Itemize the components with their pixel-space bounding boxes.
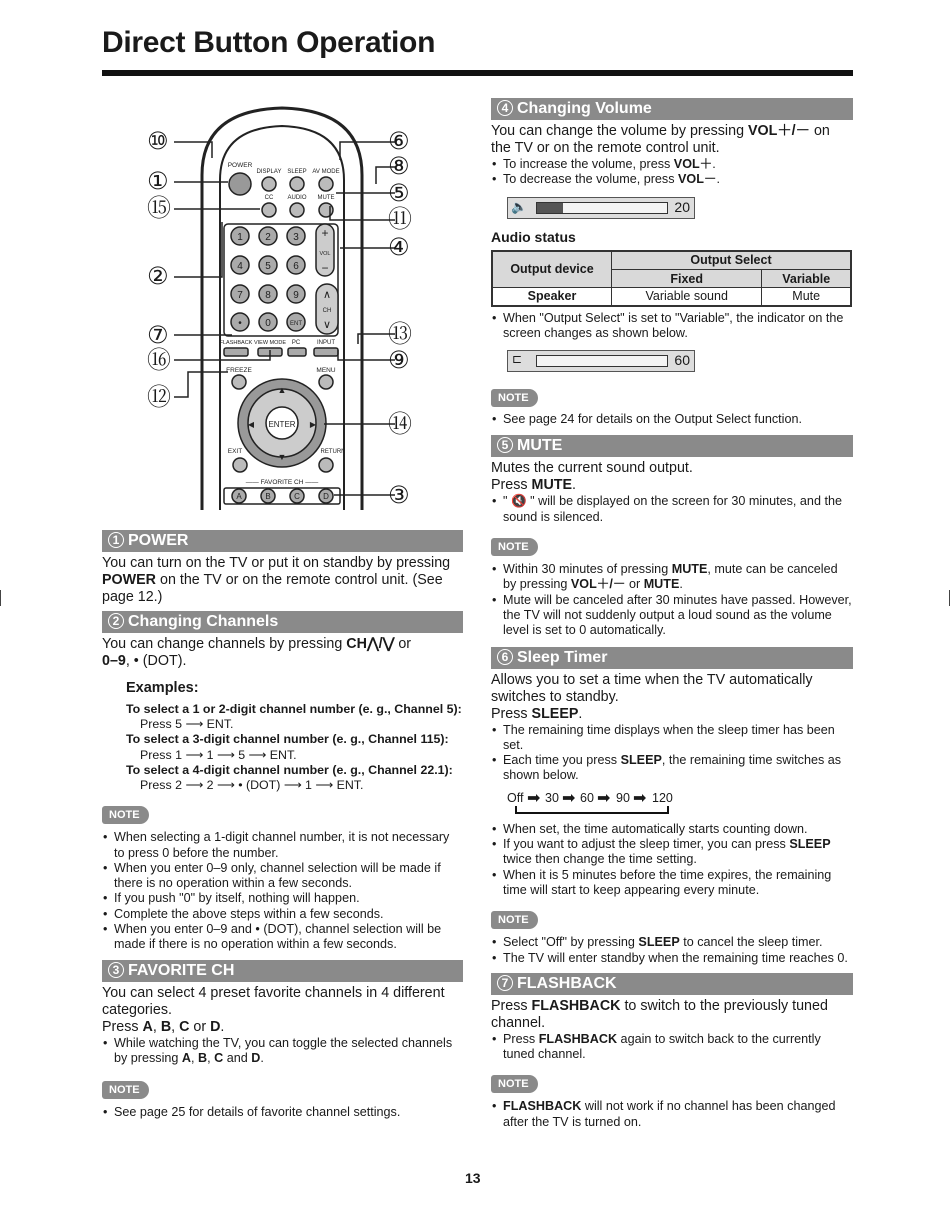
list-item: • " 🔇 " will be displayed on the screen for 30 minutes, and the sound is silenced. [491, 494, 853, 525]
callout-number: ⑩ [147, 127, 169, 155]
pc-button [288, 348, 306, 356]
remote-label: ENT [290, 321, 302, 327]
list-item: • When you enter 0–9 only, channel selection will be made if there is no operation within a few seconds. [102, 861, 463, 892]
remote-label: PC [291, 340, 301, 346]
channels-notes [102, 830, 463, 952]
section-number: 5 [497, 437, 513, 453]
favorite-label: B [265, 492, 271, 501]
callout-number: ⑧ [388, 152, 410, 180]
remote-label: SLEEP [287, 169, 307, 175]
example-item [126, 763, 463, 793]
page-title: Direct Button Operation [102, 26, 436, 59]
section-number: 3 [108, 962, 124, 978]
example-sequence: Press 5 ⟶ ENT. [140, 717, 234, 732]
sleep-bullets-2 [491, 822, 853, 898]
list-item: • When set, the time automatically starts counting down. [491, 822, 853, 837]
input-button [314, 348, 338, 356]
example-item [126, 702, 463, 732]
sequence-item: 30 [545, 790, 559, 805]
remote-label: —— FAVORITE CH —— [245, 479, 319, 486]
example-heading: To select a 1 or 2-digit channel number (e. g., Channel 5): [126, 702, 462, 716]
sequence-item: 60 [580, 790, 594, 805]
channels-body: You can change channels by pressing CH⋀/⋁ or 0–9, • (DOT). [102, 636, 412, 669]
section-title: Sleep Timer [517, 648, 608, 666]
callout-number: ③ [388, 481, 410, 509]
flashback-body: Press FLASHBACK to switch to the previously tuned channel. [491, 997, 828, 1031]
table-cell: Variable sound [612, 288, 762, 306]
remote-label: INPUT [317, 340, 335, 346]
section-title: MUTE [517, 437, 563, 455]
callout-number: ⑦ [147, 321, 169, 349]
arrow-icon: ➡ [633, 789, 647, 807]
sleep-press: Press SLEEP. [491, 705, 583, 722]
exit-button [233, 458, 247, 472]
example-sequence: Press 1 ⟶ 1 ⟶ 5 ⟶ ENT. [140, 747, 297, 762]
favorite-label: C [294, 492, 300, 501]
digit-label: 0 [265, 318, 271, 329]
remote-label: AUDIO [287, 195, 307, 201]
output-icon: ⊏ [512, 352, 523, 367]
remote-label: ◀ [247, 420, 255, 429]
right-column [491, 98, 853, 1130]
section-title: Changing Volume [517, 100, 652, 117]
variable-indicator [507, 350, 695, 372]
list-item: • If you push "0" by itself, nothing will happen. [102, 891, 463, 906]
menu-button [319, 375, 333, 389]
remote-label: EXIT [227, 448, 243, 455]
remote-label: MENU [316, 367, 336, 374]
note-badge: NOTE [491, 911, 538, 929]
return-loop-line [515, 806, 669, 814]
volume-indicator [507, 197, 695, 219]
section-number: 1 [108, 532, 124, 548]
list-item: • To increase the volume, press VOL＋. [491, 157, 853, 172]
sequence-item: 120 [652, 790, 673, 805]
section-mute-header [491, 435, 853, 457]
sleep-sequence [505, 789, 853, 819]
digit-label: 9 [293, 290, 299, 301]
digit-label: 3 [293, 232, 299, 243]
callout-number: ⑬ [388, 320, 412, 348]
sleep-body: Allows you to set a time when the TV automatically switches to standby. [491, 671, 813, 705]
list-item: • See page 24 for details on the Output Select function. [491, 412, 853, 427]
section-power-header [102, 530, 463, 552]
speaker-icon: 🔈 [511, 198, 528, 214]
callout-number: ② [147, 262, 169, 290]
section-volume-header [491, 98, 853, 120]
section-title: POWER [128, 532, 189, 549]
sequence-item: 90 [616, 790, 630, 805]
note-badge: NOTE [491, 538, 538, 556]
callout-number: ⑫ [147, 383, 171, 411]
section-number: 2 [108, 613, 124, 629]
section-title: FLASHBACK [517, 974, 617, 992]
audio-status-title: Audio status [491, 228, 576, 245]
remote-label: MUTE [317, 195, 335, 201]
section-favorite-header [102, 960, 463, 982]
section-number: 4 [497, 100, 513, 116]
table-cell: Speaker [492, 288, 612, 306]
remote-label: ▲ [277, 385, 287, 395]
table-header: Variable [762, 270, 851, 288]
section-title: Changing Channels [128, 613, 279, 630]
list-item: • Complete the above steps within a few seconds. [102, 907, 463, 922]
volume-value: 20 [674, 198, 690, 215]
remote-label: FLASHBACK [219, 340, 253, 346]
digit-label: • [238, 318, 242, 329]
callout-number: ④ [388, 233, 410, 261]
list-item: • Mute will be canceled after 30 minutes have passed. However, the TV will not suddenly output a loud sound as the volume level is set to 0 automatically. [491, 593, 853, 639]
table-header: Output Select [612, 251, 852, 270]
section-number: 7 [497, 975, 513, 991]
page-number: 13 [465, 1170, 481, 1186]
digit-label: 8 [265, 290, 271, 301]
example-heading: To select a 3-digit channel number (e. g., Channel 115): [126, 732, 449, 747]
sleep-bullets-1 [491, 723, 853, 784]
table-cell: Mute [762, 288, 851, 306]
remote-button [319, 203, 333, 217]
title-rule [102, 70, 853, 76]
remote-label: FREEZE [226, 367, 252, 374]
arrow-icon: ➡ [597, 789, 611, 807]
volume-body: You can change the volume by pressing VOL＋/－ on the TV or on the remote control unit. [491, 123, 830, 156]
sequence-item: Off [507, 790, 524, 805]
section-sleep-header [491, 647, 853, 669]
volume-bullets [491, 157, 853, 188]
flashback-bullets [491, 1032, 853, 1063]
callout-number: ⑥ [388, 127, 410, 155]
list-item: • Within 30 minutes of pressing MUTE, mute can be canceled by pressing VOL＋/－ or MUTE. [491, 562, 853, 593]
remote-label: ▼ [277, 452, 287, 462]
example-sequence: Press 2 ⟶ 2 ⟶ • (DOT) ⟶ 1 ⟶ ENT. [140, 778, 364, 793]
digit-label: 4 [237, 261, 243, 272]
table-header: Output device [492, 251, 612, 288]
remote-label: ENTER [268, 420, 296, 429]
callout-number: ⑯ [147, 346, 171, 374]
remote-label: ∨ [322, 319, 332, 331]
note-badge: NOTE [491, 1075, 538, 1093]
mute-bullets [491, 494, 853, 525]
remote-label: RETURN [320, 449, 346, 455]
remote-label: POWER [227, 162, 253, 169]
list-item: • The remaining time displays when the sleep timer has been set. [491, 723, 853, 754]
power-button [229, 173, 251, 195]
remote-button [290, 177, 304, 191]
crop-mark-left [0, 590, 1, 606]
after-table-bullets [491, 311, 853, 342]
digit-label: 2 [265, 232, 271, 243]
list-item: • When you enter 0–9 and • (DOT), channel selection will be made if there is no operation within a few seconds. [102, 922, 463, 953]
mute-body: Mutes the current sound output. [491, 460, 693, 477]
list-item: • Each time you press SLEEP, the remaining time switches as shown below. [491, 753, 853, 784]
section-title: FAVORITE CH [128, 961, 235, 979]
digit-label: 5 [265, 261, 271, 272]
remote-label: AV MODE [312, 169, 340, 175]
section-channels-header [102, 611, 463, 633]
favorite-body: You can select 4 preset favorite channels in 4 different categories. [102, 984, 445, 1018]
remote-button [319, 177, 333, 191]
remote-label: − [321, 261, 329, 275]
digit-label: 6 [293, 261, 299, 272]
remote-label: + [321, 226, 329, 240]
list-item: • Press FLASHBACK again to switch back to the currently tuned channel. [491, 1032, 853, 1063]
arrow-icon: ➡ [527, 789, 541, 807]
remote-label: ▶ [309, 420, 317, 429]
remote-label: VOL [319, 251, 331, 257]
remote-label: DISPLAY [256, 169, 282, 175]
sleep-notes [491, 935, 853, 966]
callout-number: ⑭ [388, 410, 412, 438]
left-column [102, 530, 463, 1120]
remote-label: CH [322, 308, 332, 314]
list-item: • When it is 5 minutes before the time expires, the remaining time will start to keep appearing every minute. [491, 868, 853, 899]
examples-list [126, 702, 463, 793]
volume-notes [491, 412, 853, 427]
callout-number: ⑪ [388, 205, 412, 233]
callout-number: ⑮ [147, 194, 171, 222]
examples-title: Examples: [126, 680, 199, 696]
favorite-label: D [323, 492, 329, 501]
audio-status-table [491, 250, 852, 307]
mute-notes [491, 562, 853, 638]
power-body: You can turn on the TV or put it on standby by pressing POWER on the TV or on the remote control unit. (See page 12.) [102, 555, 451, 605]
list-item: • When "Output Select" is set to "Variable", the indicator on the screen changes as shown below. [491, 311, 853, 342]
example-heading: To select a 4-digit channel number (e. g., Channel 22.1): [126, 762, 453, 777]
callout-number: ⑤ [388, 179, 410, 207]
remote-label: VIEW MODE [253, 340, 287, 346]
section-number: 6 [497, 649, 513, 665]
freeze-button [232, 375, 246, 389]
remote-button [262, 177, 276, 191]
list-item: • To decrease the volume, press VOL－. [491, 172, 853, 187]
list-item: • See page 25 for details of favorite channel settings. [102, 1105, 463, 1120]
digit-label: 1 [237, 232, 243, 243]
remote-label: ∧ [322, 289, 332, 301]
flashback-button [224, 348, 248, 356]
list-item: • FLASHBACK will not work if no channel has been changed after the TV is turned on. [491, 1099, 853, 1130]
note-badge: NOTE [491, 389, 538, 407]
note-badge: NOTE [102, 806, 149, 824]
favorite-notes [102, 1105, 463, 1120]
favorite-press: Press A, B, C or D. [102, 1018, 225, 1035]
variable-value: 60 [674, 352, 690, 369]
example-item [126, 732, 463, 762]
favorite-label: A [236, 492, 242, 501]
remote-button [290, 203, 304, 217]
mute-press: Press MUTE. [491, 477, 577, 494]
remote-button [262, 203, 276, 217]
arrow-icon: ➡ [562, 789, 576, 807]
volume-level-fill [537, 203, 563, 213]
callout-number: ① [147, 167, 169, 195]
list-item: • The TV will enter standby when the remaining time reaches 0. [491, 951, 853, 966]
favorite-bullets [102, 1036, 463, 1067]
list-item: • If you want to adjust the sleep timer, you can press SLEEP twice then change the time setting. [491, 837, 853, 868]
list-item: • While watching the TV, you can toggle the selected channels by pressing A, B, C and D. [102, 1036, 463, 1067]
flashback-notes [491, 1099, 853, 1130]
remote-label: CC [264, 195, 274, 201]
list-item: • Select "Off" by pressing SLEEP to cancel the sleep timer. [491, 935, 853, 950]
callout-number: ⑨ [388, 346, 410, 374]
list-item: • When selecting a 1-digit channel number, it is not necessary to press 0 before the number. [102, 830, 463, 861]
note-badge: NOTE [102, 1081, 149, 1099]
digit-label: 7 [237, 290, 243, 301]
return-button [319, 458, 333, 472]
table-header: Fixed [612, 270, 762, 288]
section-flashback-header [491, 973, 853, 995]
